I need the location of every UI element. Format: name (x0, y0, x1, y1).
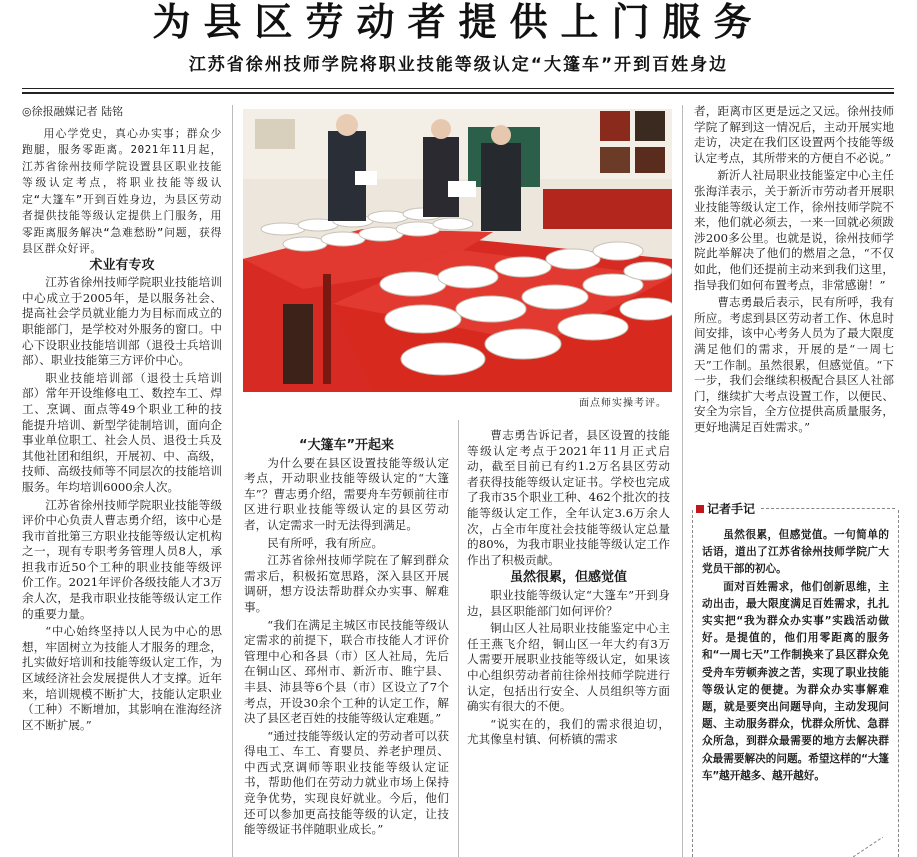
exam-photo-illustration (243, 109, 672, 392)
paragraph: 江苏省徐州技师学院职业技能培训中心成立于2005年，是以服务社会、提高社会学员就业能力为目标而成立的职能部门，是学校对外服务的窗口。中心下设职业技能培训部（退役士兵培训部）、职业技能第三方评价中心。 (22, 275, 222, 368)
corner-decoration-icon (853, 837, 883, 857)
exam-photo (243, 109, 672, 392)
header-rule-bottom (22, 92, 894, 94)
reporter-notes-title-row (696, 500, 895, 517)
paragraph: “中心始终坚持以人民为中心的思想，牢固树立为技能人才服务的理念，扎实做好培训和技能等级认定工作，为区域经济社会发展提供人才支撑。近年来，培训规模不断扩大，技能认定职业（工种）不断增加，其影响在淮海经济区不断扩展。” (22, 624, 222, 732)
column-2 (244, 428, 449, 857)
column-4 (694, 104, 894, 494)
commentary-body (696, 527, 895, 785)
paragraph: “通过技能等级认定的劳动者可以获得电工、车工、育婴员、养老护理员、中西式烹调师等职业技能等级认定证书，帮助他们在劳动力就业市场上保持竞争优势，实现良好就业。今后，他们还可以参加更高技能等级的认定，让技能等级证书伴随职业成长。” (244, 728, 449, 837)
reporter-notes-title: 记者手记 (707, 502, 756, 516)
lead-text: 用心学党史，真心办实事；群众少跑腿，服务零距离。2021年11月起，江苏省徐州技师学院设置县区职业技能等级认定考点，将职业技能等级认定“大篷车”开到百姓身边，为县区劳动者提供技能等级认定提供上门服务，用零距离服务解决“急难愁盼”问题，获得县区群众好评。 (22, 126, 222, 256)
reporter-notes (696, 500, 895, 857)
paragraph: 民有所呼，我有所应。 (267, 535, 384, 550)
paragraph: 职业技能培训部（退役士兵培训部）常年开设维修电工、数控车工、焊工、烹调、面点等49个职业工种的技能提升培训、新型学徒制培训，面向企事业单位职工、社会人员、退役士兵及其他社团和组织，开展初、中、高级，技师、高级技师等不同层次的技能培训服务。年均培训6000余人次。 (22, 370, 222, 494)
column-divider (682, 105, 683, 857)
paragraph: 为什么要在县区设置技能等级认定考点，开动职业技能等级认定的“大篷车”？曹志勇介绍，需要舟车劳顿前往市区进行职业技能等级认定的县区劳动者，认定需求一时无法得到满足。 (244, 455, 449, 532)
lead-paragraph (22, 126, 222, 258)
paragraph: 曹志勇最后表示，民有所呼，我有所应。考虑到县区劳动者工作、休息时间安排，该中心考务人员为了最大限度满足他们的需求，开展的是“一周七天”工作制。虽然很累，但感觉值。“下一步，我们会继续积极配合县区人社部门，继续扩大考点设置工作，以便民、安全为宗旨，全方位提供高质量服务，更好地满足百姓需求。” (694, 295, 894, 434)
section-title-1: 术业有专攻 (89, 257, 155, 273)
section-title-2: “大篷车”开起来 (298, 438, 395, 453)
paragraph: 者，距离市区更是远之又远。徐州技师学院了解到这一情况后，主动开展实地走访，决定在我们区设置两个技能等级认定考点，其所带来的方便自不必说。” (694, 104, 894, 165)
commentary-paragraph: 面对百姓需求，他们创新思维，主动出击，最大限度满足百姓需求，扎扎实实把“我为群众办实事”实践活动做好。是提值的，他们用零距离的服务和“一周七天”工作制换来了县区群众免受舟车劳顿奔波之苦，实现了职业技能等级认定的便捷。为群众办实事解难题，就是要突出问题导向，主动发现问题、主动服务群众，忧群众所忧、急群众所急，到群众最需要的地方去解决群众最需要解决的问题。希望这样的“大篷车”越开越多、越开越好。 (702, 580, 889, 782)
paragraph: 江苏省徐州技师学院在了解到群众需求后，积极拓宽思路，深入县区开展调研，想方设法帮助群众办实事、解难事。 (244, 553, 449, 614)
subheadline: 江苏省徐州技师学院将职业技能等级认定“大篷车”开到百姓身边 (188, 55, 729, 75)
column-divider (232, 105, 233, 857)
paragraph: 曹志勇告诉记者，县区设置的技能等级认定考点于2021年11月正式启动，截至目前已有约1.2万名县区劳动者获得技能等级认定证书。学校也完成了我市35个职业工种、462个批次的技能等级认定工作，全年认定3.6万余人次，占全市年度社会技能等级认定总量的80%，为我市职业技能等级认定工作作出了积极贡献。 (467, 428, 670, 567)
paragraph: 江苏省徐州技师学院职业技能等级评价中心负责人曹志勇介绍，该中心是我市首批第三方职业技能等级认定机构之一，现有专职考务管理人员8人，承担我市近50个工种的职业技能等级评价工作。2021年评价各级技能人才3万余人次，是我市职业技能等级认定工作的重要力量。 (22, 497, 222, 621)
title-dash-rule (761, 508, 895, 509)
paragraph: “说实在的，我们的需求很迫切，尤其像皇村镇、何桥镇的需求 (467, 716, 670, 747)
column-divider (458, 420, 459, 857)
headline: 为县区劳动者提供上门服务 (152, 0, 765, 44)
column-1 (22, 104, 222, 857)
paragraph: 新沂人社局职业技能鉴定中心主任张海洋表示，关于新沂市劳动者开展职业技能等级认定工作，徐州技师学院不来，他们就必须去，一来一回就必须跋涉200多公里。也就是说，徐州技师学院此举解决了他们的燃眉之急，“不仅如此，他们还提前主动来到我们这里，指导我们如何布置考点，非常感谢！” (694, 168, 894, 292)
paragraph: 铜山区人社局职业技能鉴定中心主任王燕飞介绍，铜山区一年大约有3万人需要开展职业技能等级认定，如果该中心组织劳动者前往徐州技师学院进行认定，包括出行安全、人员组织等方面确实有很大的不便。 (467, 621, 670, 714)
header-rule-top (22, 88, 894, 89)
red-square-icon (696, 505, 704, 513)
photo-caption: 面点师实操考评。 (579, 398, 667, 409)
paragraph: “我们在满足主城区市民技能等级认定需求的前提下，联合市技能人才评价管理中心和各县（市）区人社局，先后在铜山区、邳州市、新沂市、睢宁县、丰县、沛县等6个县（市）区设立了7个考点，开设30余个工种的认定工作，解决了县区老百姓的技能等级认定难题。” (244, 617, 449, 726)
paragraph: 职业技能等级认定“大篷车”开到身边，县区职能部门如何评价？ (467, 587, 670, 618)
commentary-paragraph: 虽然很累，但感觉值。一句简单的话语，道出了江苏省徐州技师学院广大党员干部的初心。 (702, 529, 889, 576)
column-3 (467, 428, 670, 857)
byline: ◎徐报融媒记者 陆铭 (22, 105, 124, 118)
section-title-3: 虽然很累，但感觉值 (509, 570, 627, 586)
